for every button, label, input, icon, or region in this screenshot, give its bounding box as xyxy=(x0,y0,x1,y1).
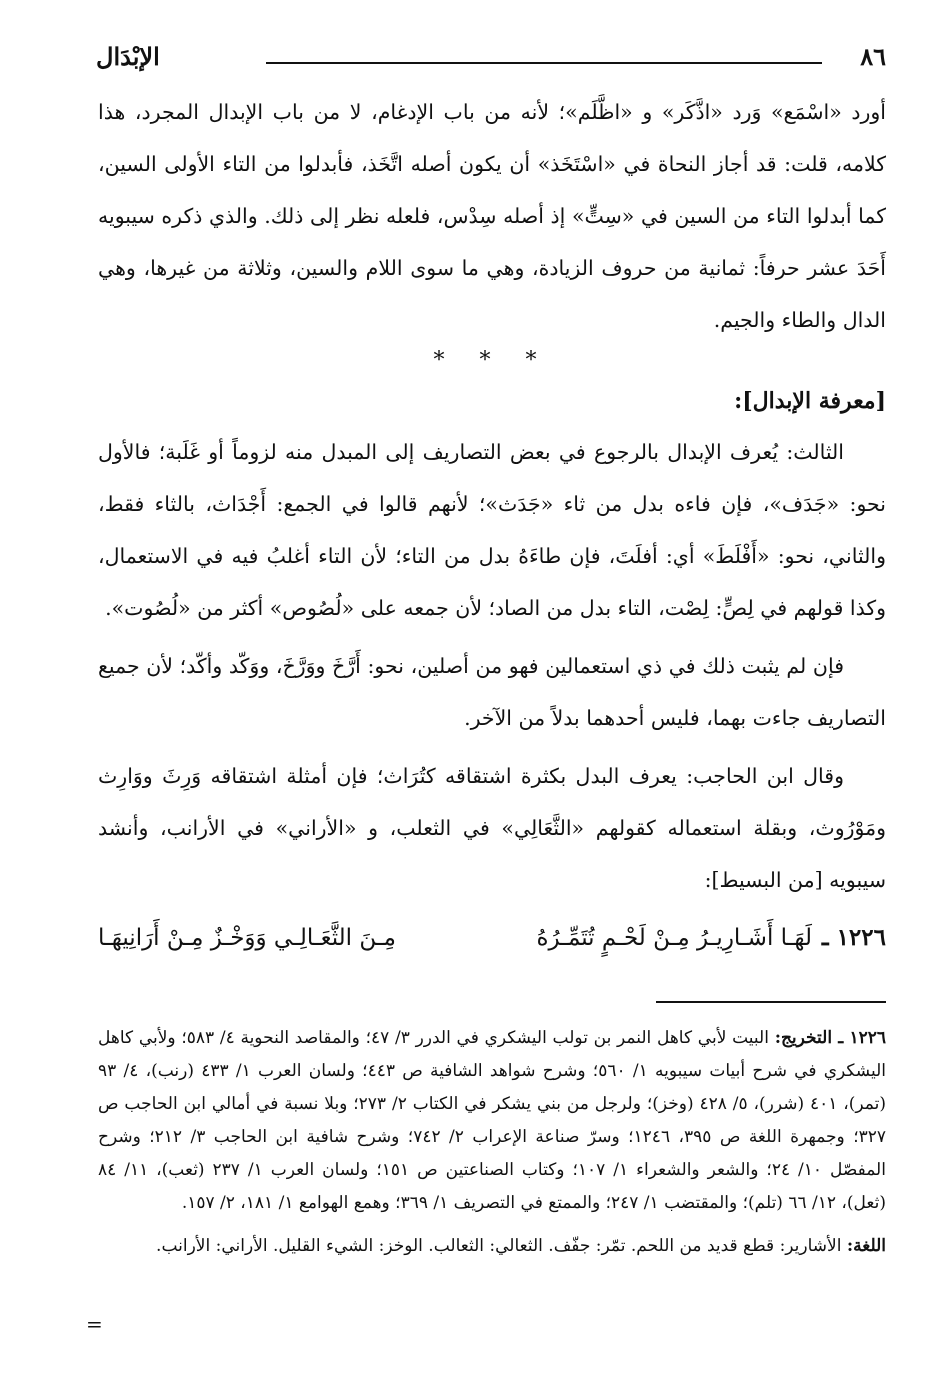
section-heading: [معرفة الإبدال]: xyxy=(734,388,886,414)
verse-first-hemistich: لَهَـا أَشَـارِيـرُ مِـنْ لَحْـمٍ تُتَمِّـرُهُ xyxy=(536,925,812,951)
footnote-lugha-text: الأشارير: قطع قديد من اللحم. تمّر: جفّف. الثعالي: الثعالب. الوخز: الشيء القليل. الأراني: الأرانب. xyxy=(156,1236,842,1256)
footnote-lugha xyxy=(98,1230,886,1263)
footnote-rule xyxy=(656,1001,886,1003)
running-title: الإبْدَال xyxy=(96,42,160,71)
verse-number: ١٢٢٦ ـ xyxy=(821,924,886,951)
page-number: ٨٦ xyxy=(860,42,886,71)
paragraph-4: وقال ابن الحاجب: يعرف البدل بكثرة اشتقاقه كتُرَاث؛ فإن أمثلة اشتقاقه وَرِثَ ووَارِث ومَوْرُوث، وبقلة استعماله كقولهم «الثَّعَالِي» في الثعلب، و «الأراني» في الأرانب، وأنشد سيبويه [من البسيط]: xyxy=(98,764,886,892)
page-header xyxy=(96,42,886,76)
main-text xyxy=(98,86,886,906)
header-rule xyxy=(266,62,822,64)
paragraph-2: الثالث: يُعرف الإبدال بالرجوع في بعض التصاريف إلى المبدل منه لزوماً أو غَلَبة؛ فالأول نحو: «جَدَف»، فإن فاءه بدل من ثاء «جَدَث»؛ لأنهم قالوا في الجمع: أَجْدَاث، بالثاء فقط، والثاني، نحو: «أَفْلَطَ» أي: أفلَتَ، فإن طاءَهُ بدل من التاء؛ لأن التاء أغلبُ فيه في الاستعمال، وكذا قولهم في لِصٍّ: لِصْت، التاء بدل من الصاد؛ لأن جمعه على «لُصُوص» أكثر من «لُصُوت». xyxy=(98,440,886,620)
footnote-takhrij-label: ١٢٢٦ ـ التخريج: xyxy=(774,1028,887,1048)
paragraph-1: أورد «اسْمَع» وَرد «اذَّكَر» و «اظَّلَم»؛ لأنه من باب الإدغام، لا من باب الإبدال المجرد، هذا كلامه، قلت: قد أجاز النحاة في «اسْتَخَذ» أن يكون أصله اتَّخَذ، فأبدلوا من التاء الأولى السين، كما أبدلوا التاء من السين في «سِتٍّ» إذ أصله سِدْس، فلعله نظر إلى ذلك. والذي ذكره سيبويه أَحَدَ عشر حرفاً: ثمانية من حروف الزيادة، وهي ما سوى اللام والسين، وثلاثة من غيرها، وهي الدال والطاء والجيم. xyxy=(98,100,886,332)
section-separator: * * * xyxy=(433,348,551,373)
footnote-takhrij xyxy=(98,1022,886,1220)
footnote-takhrij-text: البيت لأبي كاهل النمر بن تولب اليشكري في الدرر ٣/ ٤٧؛ والمقاصد النحوية ٤/ ٥٨٣؛ ولأبي كاهل اليشكري في شرح أبيات سيبويه ١/ ٥٦٠؛ وشرح شواهد الشافية ص ٤٤٣؛ ولسان العرب ١/ ٤٣٣ (رنب)، ٤/ ٩٣ (تمر)، ٤٠١ (شرر)، ٥/ ٤٢٨ (وخز)؛ ولرجل من بني يشكر في الكتاب ٢/ ٢٧٣؛ وبلا نسبة في أمالي ابن الحاجب ص ٣٢٧؛ وجمهرة اللغة ص ٣٩٥، ١٢٤٦؛ وسرّ صناعة الإعراب ٢/ ٧٤٢؛ وشرح شافية ابن الحاجب ٣/ ٢١٢؛ وشرح المفصّل ١٠/ ٢٤؛ والشعر والشعراء ١/ ١٠٧؛ وكتاب الصناعتين ص ١٥١؛ ولسان العرب ١/ ٢٣٧ (ثعب)، ١١/ ٨٤ (ثعل)، ١٢/ ٦٦ (تلم)؛ والمقتضب ١/ ٢٤٧؛ والممتع في التصريف ١/ ٣٦٩؛ وهمع الهوامع ١/ ١٨١، ٢/ ١٥٧. xyxy=(98,1028,887,1213)
continuation-mark: = xyxy=(86,1312,103,1336)
poetry-verse xyxy=(98,912,886,964)
footnote-lugha-label: اللغة: xyxy=(846,1236,886,1256)
footnotes xyxy=(98,1022,886,1273)
paragraph-3: فإن لم يثبت ذلك في ذي استعمالين فهو من أصلين، نحو: أَرَّخَ ووَرَّخَ، ووَكّد وأكّد؛ لأن جميع التصاريف جاءت بهما، فليس أحدهما بدلاً من الآخر. xyxy=(98,654,886,730)
verse-second-hemistich: مِـنَ الثَّعَـالِـي وَوَخْـزٌ مِـنْ أَرَانِيهَـا xyxy=(98,925,396,951)
